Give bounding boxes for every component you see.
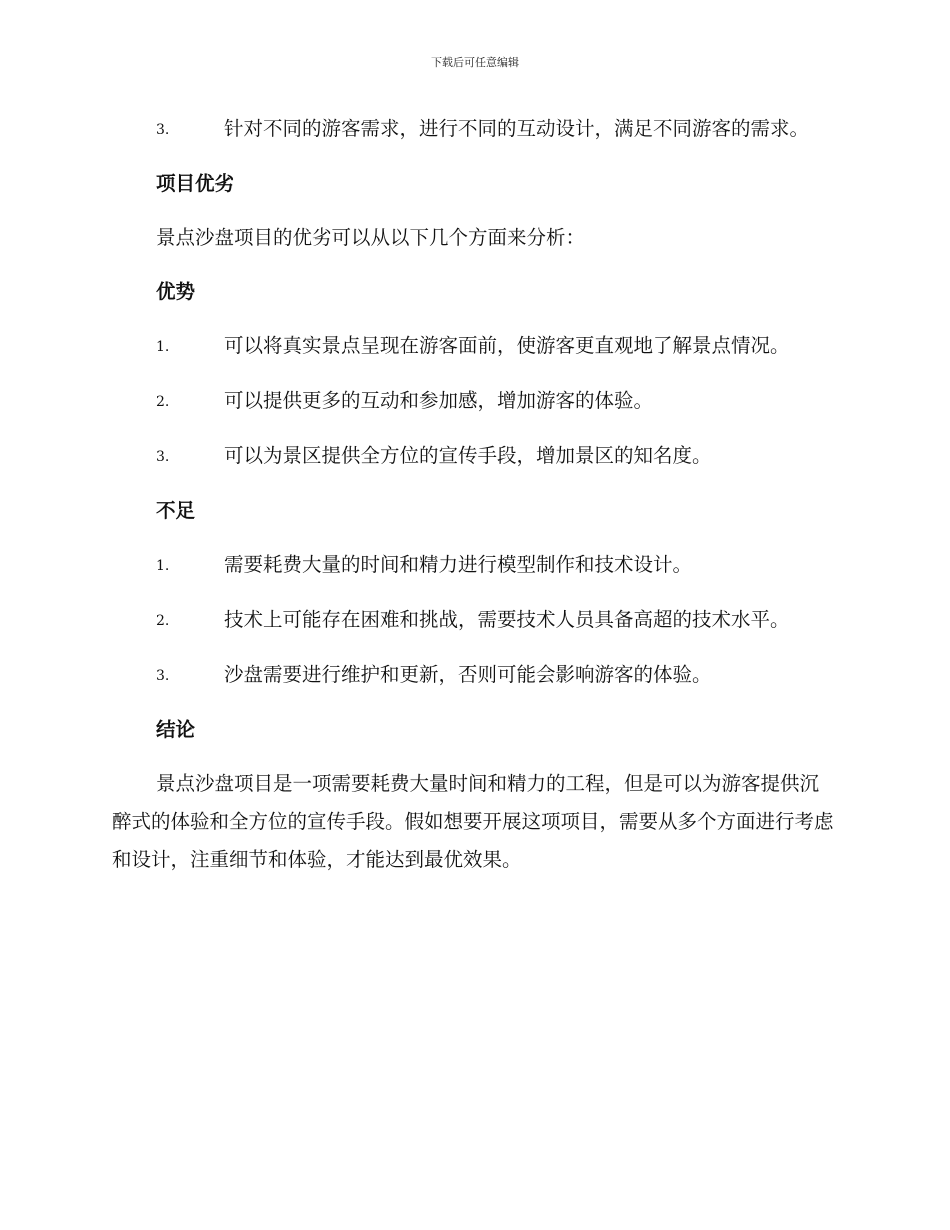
list-item <box>112 382 836 421</box>
list-item-text: 可以将真实景点呈现在游客面前，使游客更直观地了解景点情况。 <box>224 334 790 357</box>
list-item-number: 1. <box>156 558 170 574</box>
list-item-number: 2. <box>156 613 170 629</box>
list-item <box>112 110 836 149</box>
section-heading-conclusion: 结论 <box>156 718 196 741</box>
list-item <box>112 327 836 366</box>
list-item <box>112 437 836 476</box>
list-item <box>112 656 836 695</box>
list-item-number: 3. <box>156 668 170 684</box>
list-item <box>112 546 836 585</box>
section-heading-advantages: 优势 <box>156 280 196 303</box>
list-item-text: 针对不同的游客需求，进行不同的互动设计，满足不同游客的需求。 <box>224 117 810 140</box>
list-item-text: 可以为景区提供全方位的宣传手段，增加景区的知名度。 <box>224 444 712 467</box>
list-item-number: 1. <box>156 339 170 355</box>
section-heading-disadvantages: 不足 <box>156 499 196 522</box>
list-item-text: 沙盘需要进行维护和更新，否则可能会影响游客的体验。 <box>224 663 712 686</box>
list-item-text: 需要耗费大量的时间和精力进行模型制作和技术设计。 <box>224 553 693 576</box>
list-item-number: 3. <box>156 122 170 138</box>
list-item-text: 技术上可能存在困难和挑战，需要技术人员具备高超的技术水平。 <box>224 608 790 631</box>
conclusion-paragraph: 景点沙盘项目是一项需要耗费大量时间和精力的工程，但是可以为游客提供沉醉式的体验和全方位的宣传手段。假如想要开展这项项目，需要从多个方面进行考虑和设计，注重细节和体验，才能达到最优效果。 <box>112 772 834 871</box>
list-item <box>112 601 836 640</box>
section-intro: 景点沙盘项目的优劣可以从以下几个方面来分析： <box>156 226 586 249</box>
page-header: 下载后可任意编辑 <box>431 56 519 69</box>
list-item-text: 可以提供更多的互动和参加感，增加游客的体验。 <box>224 389 654 412</box>
list-item-number: 3. <box>156 449 170 465</box>
section-heading-pros-cons: 项目优劣 <box>156 172 235 195</box>
document-body <box>112 110 836 879</box>
list-item-number: 2. <box>156 394 170 410</box>
